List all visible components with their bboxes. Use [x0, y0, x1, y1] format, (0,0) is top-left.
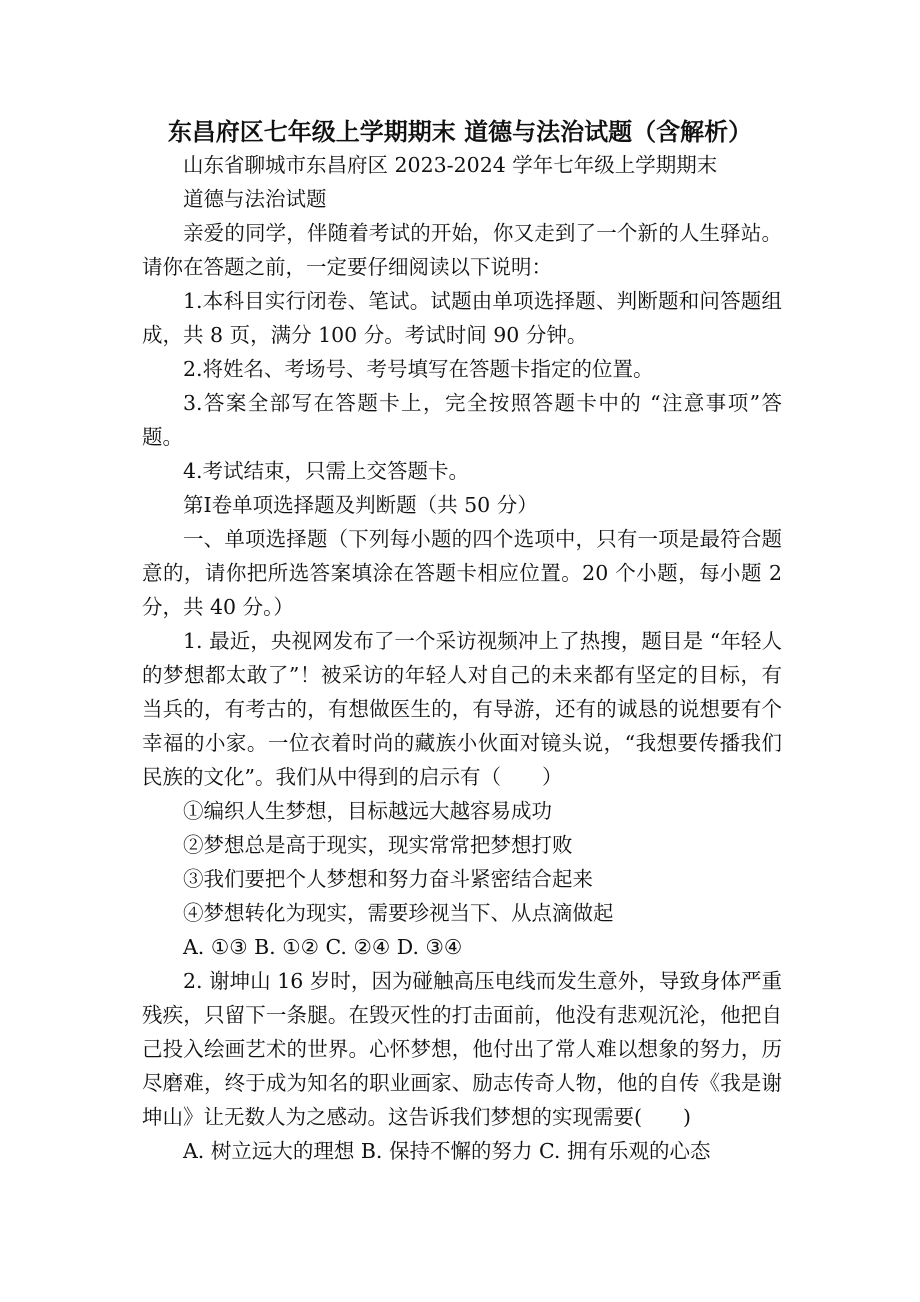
exam-subject-line: 道德与法治试题 — [183, 187, 327, 211]
question-1-statement-2: ②梦想总是高于现实，现实常常把梦想打败 — [183, 833, 573, 857]
intro-paragraph: 亲爱的同学，伴随着考试的开始，你又走到了一个新的人生驿站。请你在答题之前，一定要仔细阅读以下说明： — [142, 221, 782, 279]
instruction-1: 1.本科目实行闭卷、笔试。试题由单项选择题、判断题和问答题组成，共 8 页，满分 100 分。考试时间 90 分钟。 — [142, 289, 782, 347]
document-title: 东昌府区七年级上学期期末 道德与法治试题（含解析） — [167, 118, 753, 146]
question-1-statement-4: ④梦想转化为现实，需要珍视当下、从点滴做起 — [183, 901, 614, 925]
question-2-options: A. 树立远大的理想 B. 保持不懈的努力 C. 拥有乐观的心态 — [183, 1139, 711, 1163]
section-heading: 第Ⅰ卷单项选择题及判断题（共 50 分） — [183, 493, 538, 517]
question-1-statement-3: ③我们要把个人梦想和努力奋斗紧密结合起来 — [183, 867, 593, 891]
question-1-options: A. ①③ B. ①② C. ②④ D. ③④ — [183, 935, 463, 959]
question-1-statement-1: ①编织人生梦想，目标越远大越容易成功 — [183, 799, 552, 823]
instruction-2: 2.将姓名、考场号、考号填写在答题卡指定的位置。 — [183, 357, 654, 381]
instruction-3: 3.答案全部写在答题卡上，完全按照答题卡中的 “注意事项”答题。 — [142, 391, 782, 449]
instruction-4: 4.考试结束，只需上交答题卡。 — [183, 459, 470, 483]
section-instructions: 一、单项选择题（下列每小题的四个选项中，只有一项是最符合题意的，请你把所选答案填涂在答题卡相应位置。20 个小题，每小题 2 分，共 40 分。） — [142, 527, 782, 619]
question-2-stem: 2. 谢坤山 16 岁时，因为碰触高压电线而发生意外，导致身体严重残疾，只留下一条腿。在毁灭性的打击面前，他没有悲观沉沦，他把自己投入绘画艺术的世界。心怀梦想，他付出了常人难以想象的努力，历尽磨难，终于成为知名的职业画家、励志传奇人物，他的自传《我是谢坤山》让无数人为之感动。这告诉我们梦想的实现需要( ) — [142, 969, 782, 1129]
question-1-stem: 1. 最近，央视网发布了一个采访视频冲上了热搜，题目是 “年轻人的梦想都太敢了”！被采访的年轻人对自己的未来都有坚定的目标，有当兵的，有考古的，有想做医生的，有导游，还有的诚恳的说想要有个幸福的小家。一位衣着时尚的藏族小伙面对镜头说，“我想要传播我们民族的文化”。我们从中得到的启示有（ ） — [142, 629, 782, 789]
document-body — [142, 148, 782, 1168]
exam-header-line: 山东省聊城市东昌府区 2023-2024 学年七年级上学期期末 — [183, 153, 718, 177]
